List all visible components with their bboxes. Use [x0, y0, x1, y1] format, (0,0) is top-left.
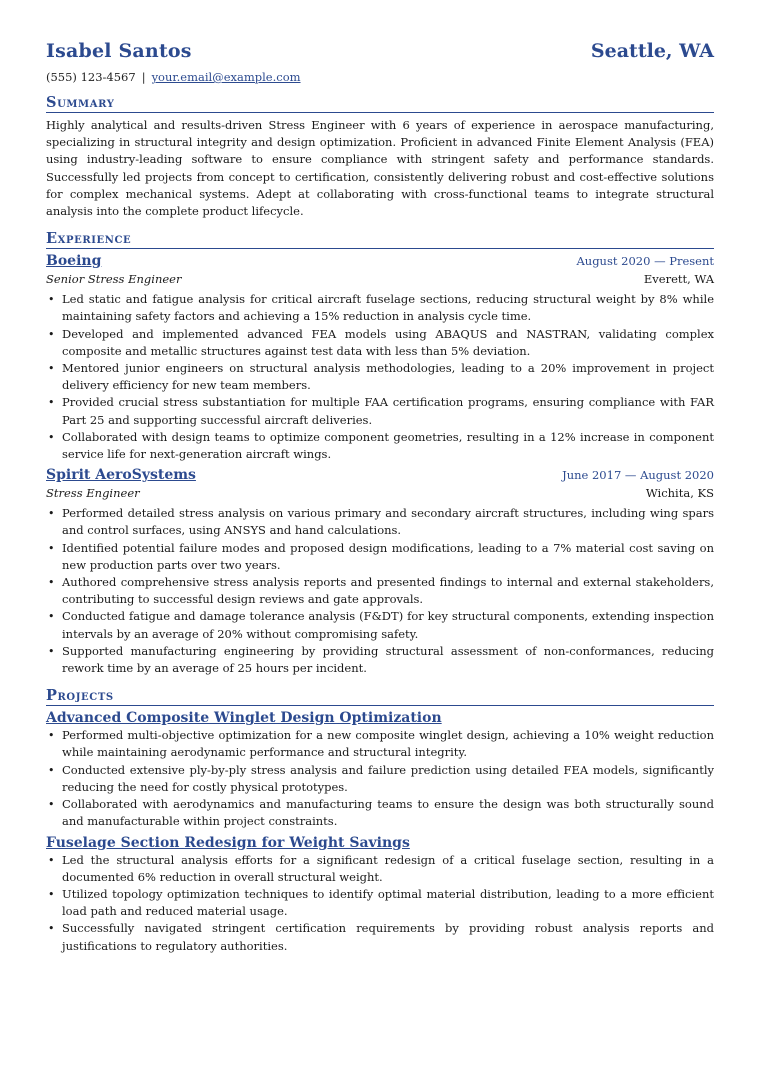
- experience-entry-spirit: [46, 467, 714, 677]
- phone-number: (555) 123-4567: [46, 70, 136, 84]
- contact-line: [46, 70, 714, 84]
- projects-heading: Projects: [46, 687, 714, 706]
- list-item: • Supported manufacturing engineering by providing structural assessment of non-conformances, reducing rework time by an average of 25 hours per incident.: [62, 643, 714, 677]
- bullet-list: [46, 505, 714, 677]
- list-item: • Developed and implemented advanced FEA models using ABAQUS and NASTRAN, validating complex composite and metallic structures against test data with less than 5% deviation.: [62, 326, 714, 360]
- summary-heading: Summary: [46, 94, 714, 113]
- email-link[interactable]: your.email@example.com: [151, 70, 301, 84]
- candidate-location: Seattle, WA: [590, 40, 714, 62]
- employment-dates: June 2017 — August 2020: [562, 468, 714, 483]
- employment-dates: August 2020 — Present: [576, 254, 714, 269]
- job-title: Stress Engineer: [46, 486, 140, 501]
- list-item: • Led static and fatigue analysis for critical aircraft fuselage sections, reducing structural weight by 8% while maintaining safety factors and achieving a 15% reduction in analysis cycle time.: [62, 291, 714, 325]
- experience-heading: Experience: [46, 230, 714, 249]
- list-item: • Authored comprehensive stress analysis reports and presented findings to internal and external stakeholders, contributing to successful design reviews and gate approvals.: [62, 574, 714, 608]
- list-item: • Performed multi-objective optimization for a new composite winglet design, achieving a 10% weight reduction while maintaining aerodynamic performance and structural integrity.: [62, 727, 714, 761]
- experience-entry-boeing: [46, 253, 714, 463]
- list-item: • Provided crucial stress substantiation for multiple FAA certification programs, ensuring compliance with FAR Part 25 and supporting successful aircraft deliveries.: [62, 394, 714, 428]
- list-item: • Utilized topology optimization techniques to identify optimal material distribution, leading to a more efficient load path and reduced material usage.: [62, 886, 714, 920]
- project-title-link[interactable]: Fuselage Section Redesign for Weight Savings: [46, 834, 410, 851]
- bullet-list: [46, 852, 714, 955]
- bullet-list: [46, 727, 714, 830]
- candidate-name: Isabel Santos: [46, 40, 192, 62]
- project-title-link[interactable]: Advanced Composite Winglet Design Optimization: [46, 710, 442, 727]
- summary-text: Highly analytical and results-driven Stress Engineer with 6 years of experience in aerospace manufacturing, specializing in structural integrity and design optimization. Proficient in advanced Finite Element Analysis (FEA) using industry-leading software to ensure compliance with stringent safety and performance standards. Successfully led projects from concept to certification, consistently delivering robust and cost-effective solutions for complex mechanical systems. Adept at collaborating with cross-functional teams to integrate structural analysis into the complete product lifecycle.: [46, 118, 714, 219]
- company-link[interactable]: Boeing: [46, 253, 102, 270]
- bullet-list: [46, 291, 714, 463]
- list-item: • Collaborated with design teams to optimize component geometries, resulting in a 12% increase in component service life for next-generation aircraft wings.: [62, 429, 714, 463]
- list-item: • Collaborated with aerodynamics and manufacturing teams to ensure the design was both structurally sound and manufacturable within project constraints.: [62, 796, 714, 830]
- list-item: • Conducted fatigue and damage tolerance analysis (F&DT) for key structural components, extending inspection intervals by an average of 20% without compromising safety.: [62, 608, 714, 642]
- project-entry-fuselage: [46, 835, 714, 955]
- project-entry-winglet: [46, 710, 714, 830]
- company-link[interactable]: Spirit AeroSystems: [46, 467, 196, 484]
- contact-separator: |: [141, 70, 146, 84]
- job-location: Everett, WA: [643, 272, 714, 287]
- list-item: • Mentored junior engineers on structural analysis methodologies, leading to a 20% improvement in project delivery efficiency for new team members.: [62, 360, 714, 394]
- list-item: • Conducted extensive ply-by-ply stress analysis and failure prediction using detailed FEA models, significantly reducing the need for costly physical prototypes.: [62, 762, 714, 796]
- resume-header: [46, 40, 714, 62]
- job-title: Senior Stress Engineer: [46, 272, 182, 287]
- job-location: Wichita, KS: [645, 486, 714, 501]
- list-item: • Identified potential failure modes and proposed design modifications, leading to a 7% material cost saving on new production parts over two years.: [62, 540, 714, 574]
- list-item: • Led the structural analysis efforts for a significant redesign of a critical fuselage section, resulting in a documented 6% reduction in overall structural weight.: [62, 852, 714, 886]
- list-item: • Successfully navigated stringent certification requirements by providing robust analysis reports and justifications to regulatory authorities.: [62, 920, 714, 954]
- list-item: • Performed detailed stress analysis on various primary and secondary aircraft structures, including wing spars and control surfaces, using ANSYS and hand calculations.: [62, 505, 714, 539]
